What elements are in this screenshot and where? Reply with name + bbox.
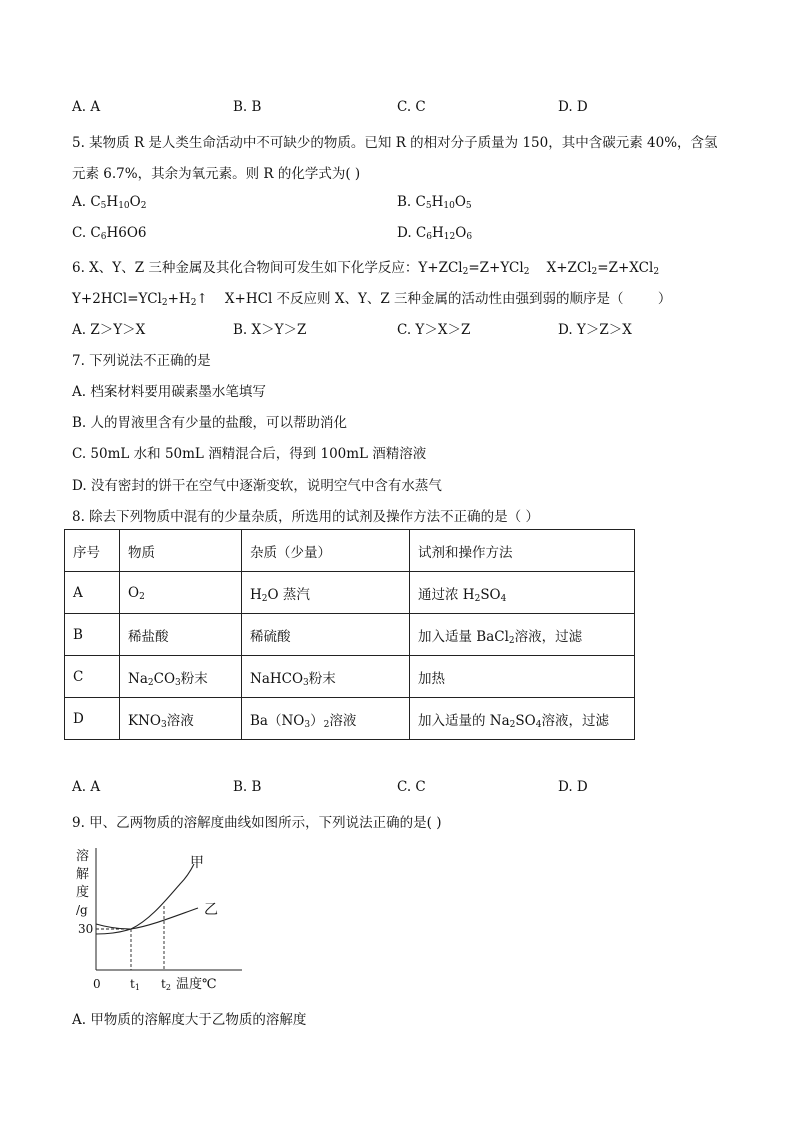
table-cell: $KNO_3$溶液: [120, 698, 242, 740]
q9-stem: 9. 甲、乙两物质的溶解度曲线如图所示，下列说法正确的是( ): [72, 815, 442, 831]
header-cell: 序号: [65, 530, 120, 572]
header-cell: 试剂和操作方法: [410, 530, 635, 572]
table-cell: NaHCO$_3$粉末: [242, 656, 410, 698]
table-cell: $Ba(NO_3)_2$溶液: [242, 698, 410, 740]
q7-option-c: C. 50mL 水和 50mL 酒精混合后，得到 100mL 酒精溶液: [72, 446, 427, 462]
q4-option-c: C. C: [397, 99, 426, 115]
q8-option-d: D. D: [558, 779, 588, 795]
q5-option-d: D. $C_6H_{12}O_6$: [397, 225, 473, 242]
q9-option-a: A. 甲物质的溶解度大于乙物质的溶解度: [72, 1012, 307, 1028]
x-tick-t1: t1: [130, 977, 140, 992]
table-cell: 加入适量的 $Na_2SO_4$溶液，过滤: [410, 698, 635, 740]
q8-table: [64, 529, 635, 740]
table-cell: 通过浓 $H_2SO_4$: [410, 572, 635, 614]
curve-label-jia: 甲: [190, 855, 204, 871]
x-axis-label: 温度℃: [176, 977, 217, 992]
q7-option-b: B. 人的胃液里含有少量的盐酸，可以帮助消化: [72, 415, 348, 431]
curve-label-yi: 乙: [204, 902, 218, 918]
table-row: [65, 698, 635, 740]
q7-option-a: A. 档案材料要用碳素墨水笔填写: [72, 384, 266, 400]
table-row: [65, 614, 635, 656]
q5-option-c: C. $C_6H6O6$: [72, 225, 147, 242]
solubility-graph: [70, 840, 250, 1000]
y-axis-label-char: 溶: [76, 849, 90, 864]
q6-option-b: B. X＞Y＞Z: [233, 322, 307, 338]
q7-option-d: D. 没有密封的饼干在空气中逐渐变软，说明空气中含有水蒸气: [72, 478, 442, 494]
q4-option-a: A. A: [72, 99, 101, 115]
q6-stem-line2: $Y+2HCl=YCl_2+H_2↑$ X+HCl 不反应则 X、Y、Z 三种金属的活动性由强到弱的顺序是（ ）: [72, 291, 672, 308]
y-axis-label-char: 度: [76, 885, 90, 900]
q6-option-c: C. Y＞X＞Z: [397, 322, 471, 338]
table-row: [65, 572, 635, 614]
header-cell: 物质: [120, 530, 242, 572]
q5-stem-line1: 5. 某物质 R 是人类生命活动中不可缺少的物质。已知 R 的相对分子质量为 150，其中含碳元素 40%，含氢: [72, 135, 718, 151]
q8-stem: 8. 除去下列物质中混有的少量杂质，所选用的试剂及操作方法不正确的是（ ）: [72, 509, 539, 525]
origin-label: 0: [93, 977, 101, 991]
q5-option-a: A. $C_5H_{10}O_2$: [72, 194, 147, 211]
y-tick-label: 30: [78, 922, 94, 936]
curve-jia: [96, 864, 194, 934]
header-cell: 杂质（少量）: [242, 530, 410, 572]
q5-option-b: B. $C_5H_{10}O_5$: [397, 194, 472, 211]
table-cell: D: [65, 698, 120, 740]
q4-option-d: D. D: [558, 99, 588, 115]
q6-option-d: D. Y＞Z＞X: [558, 322, 632, 338]
q8-option-a: A. A: [72, 779, 101, 795]
table-header-row: [65, 530, 635, 572]
q6-option-a: A. Z＞Y＞X: [72, 322, 146, 338]
table-cell: $H_2O$ 蒸汽: [242, 572, 410, 614]
y-axis-label-char: 解: [76, 867, 90, 882]
table-row: [65, 656, 635, 698]
table-cell: 加热: [410, 656, 635, 698]
table-cell: 稀硫酸: [242, 614, 410, 656]
table-cell: 稀盐酸: [120, 614, 242, 656]
y-axis-label-char: /g: [76, 903, 88, 917]
table-cell: $O_2$: [120, 572, 242, 614]
q4-option-b: B. B: [233, 99, 262, 115]
q5-stem-line2: 元素 6.7%，其余为氧元素。则 R 的化学式为( ): [72, 166, 361, 182]
q7-stem: 7. 下列说法不正确的是: [72, 353, 211, 369]
x-tick-t2: t2: [161, 977, 171, 992]
table-cell: C: [65, 656, 120, 698]
table-cell: $Na_2CO_3$粉末: [120, 656, 242, 698]
table-cell: A: [65, 572, 120, 614]
table-cell: 加入适量 BaCl$_2$溶液，过滤: [410, 614, 635, 656]
q8-option-c: C. C: [397, 779, 426, 795]
table-cell: B: [65, 614, 120, 656]
q6-stem-line1: 6. X、Y、Z 三种金属及其化合物间可发生如下化学反应：Y+ZCl$_2$=Z+YCl$_2$ X+ZCl$_2$=Z+XCl$_2$: [72, 260, 660, 277]
q8-option-b: B. B: [233, 779, 262, 795]
